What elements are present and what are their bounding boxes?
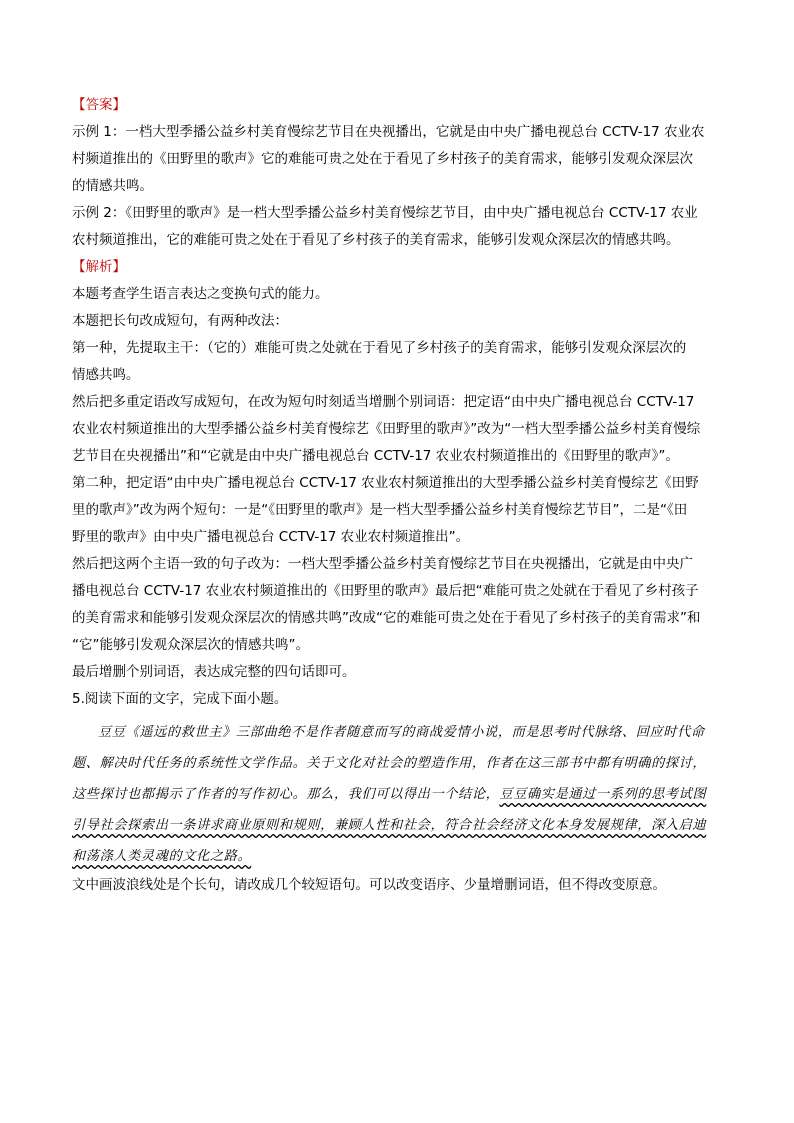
analysis-line: 第二种，把定语“由中央广播电视总台 CCTV-17 农业农村频道推出的大型季播公益乡村美育慢综艺《田野 (72, 475, 699, 491)
passage-line (72, 841, 722, 872)
analysis-heading: 【解析】 (72, 259, 126, 275)
analysis-line: 野里的歌声》由中央广播电视总台 CCTV-17 农业农村频道推出”。 (72, 529, 470, 545)
analysis-line: 然后把这两个主语一致的句子改为：一档大型季播公益乡村美育慢综艺节目在央视播出，它就是由中央广 (72, 556, 693, 572)
example-1-line: 示例 1：一档大型季播公益乡村美育慢综艺节目在央视播出，它就是由中央广播电视总台 CCTV-17 农业农 (72, 124, 705, 140)
analysis-line: 然后把多重定语改写成短句，在改为短句时刻适当增删个别词语：把定语“由中央广播电视总台 CCTV-17 (72, 394, 695, 410)
passage-line (72, 810, 722, 841)
question-title: 5.阅读下面的文字，完成下面小题。 (72, 691, 288, 707)
analysis-paragraph: 最后增删个别词语，表达成完整的四句话即可。 (72, 664, 356, 680)
wavy-underlined-text: 豆豆确实是通过一系列的思考试图 (499, 787, 707, 802)
analysis-line: 情感共鸣。 (72, 367, 140, 383)
analysis-line: 的美育需求和能够引发观众深层次的情感共鸣”改成“它的难能可贵之处在于看见了乡村孩子的美育需求”和 (72, 610, 701, 626)
analysis-line: 艺节目在央视播出”和“它就是由中央广播电视总台 CCTV-17 农业农村频道推出的《田野里的歌声》”。 (72, 448, 679, 464)
analysis-paragraph: 本题把长句改成短句，有两种改法： (72, 313, 288, 329)
analysis-paragraph: 本题考查学生语言表达之变换句式的能力。 (72, 286, 329, 302)
analysis-line: 第一种，先提取主干：（它的）难能可贵之处就在于看见了乡村孩子的美育需求，能够引发观众深层次的 (72, 340, 687, 356)
example-2-line: 示例 2：《田野里的歌声》是一档大型季播公益乡村美育慢综艺节目，由中央广播电视总台 CCTV-17 农业 (72, 205, 698, 221)
passage-line (72, 779, 722, 810)
example-2-line: 农村频道推出，它的难能可贵之处在于看见了乡村孩子的美育需求，能够引发观众深层次的情感共鸣。 (72, 232, 680, 248)
analysis-line: 播电视总台 CCTV-17 农业农村频道推出的《田野里的歌声》最后把“难能可贵之处就在于看见了乡村孩子 (72, 583, 699, 599)
wavy-underlined-text: 和荡涤人类灵魂的文化之路。 (72, 849, 252, 864)
wavy-underlined-text: 引导社会探索出一条讲求商业原则和规则，兼顾人性和社会，符合社会经济文化本身发展规律，深入启迪 (72, 818, 707, 833)
analysis-line: 农业农村频道推出的大型季播公益乡村美育慢综艺《田野里的歌声》”改为“一档大型季播公益乡村美育慢综 (72, 421, 701, 437)
example-1-line: 村频道推出的《田野里的歌声》它的难能可贵之处在于看见了乡村孩子的美育需求，能够引发观众深层次 (72, 151, 693, 167)
question-instruction: 文中画波浪线处是个长句，请改成几个较短语句。可以改变语序、少量增删词语，但不得改变原意。 (72, 877, 666, 893)
passage-line: 豆豆《遥远的救世主》三部曲绝不是作者随意而写的商战爱情小说，而是思考时代脉络、回应时代命 (98, 725, 705, 740)
analysis-line: 里的歌声》”改为两个短句：一是“《田野里的歌声》是一档大型季播公益乡村美育慢综艺节目”，二是“《田 (72, 502, 688, 518)
document-page (72, 92, 722, 899)
analysis-line: “它”能够引发观众深层次的情感共鸣”。 (72, 637, 309, 653)
answer-heading: 【答案】 (72, 97, 126, 113)
reading-passage (72, 717, 722, 872)
passage-line: 题、解决时代任务的系统性文学作品。关于文化对社会的塑造作用，作者在这三部书中都有明确的探讨， (72, 756, 707, 771)
passage-text: 这些探讨也都揭示了作者的写作初心。那么，我们可以得出一个结论， (72, 787, 500, 802)
example-1-line: 的情感共鸣。 (72, 178, 153, 194)
